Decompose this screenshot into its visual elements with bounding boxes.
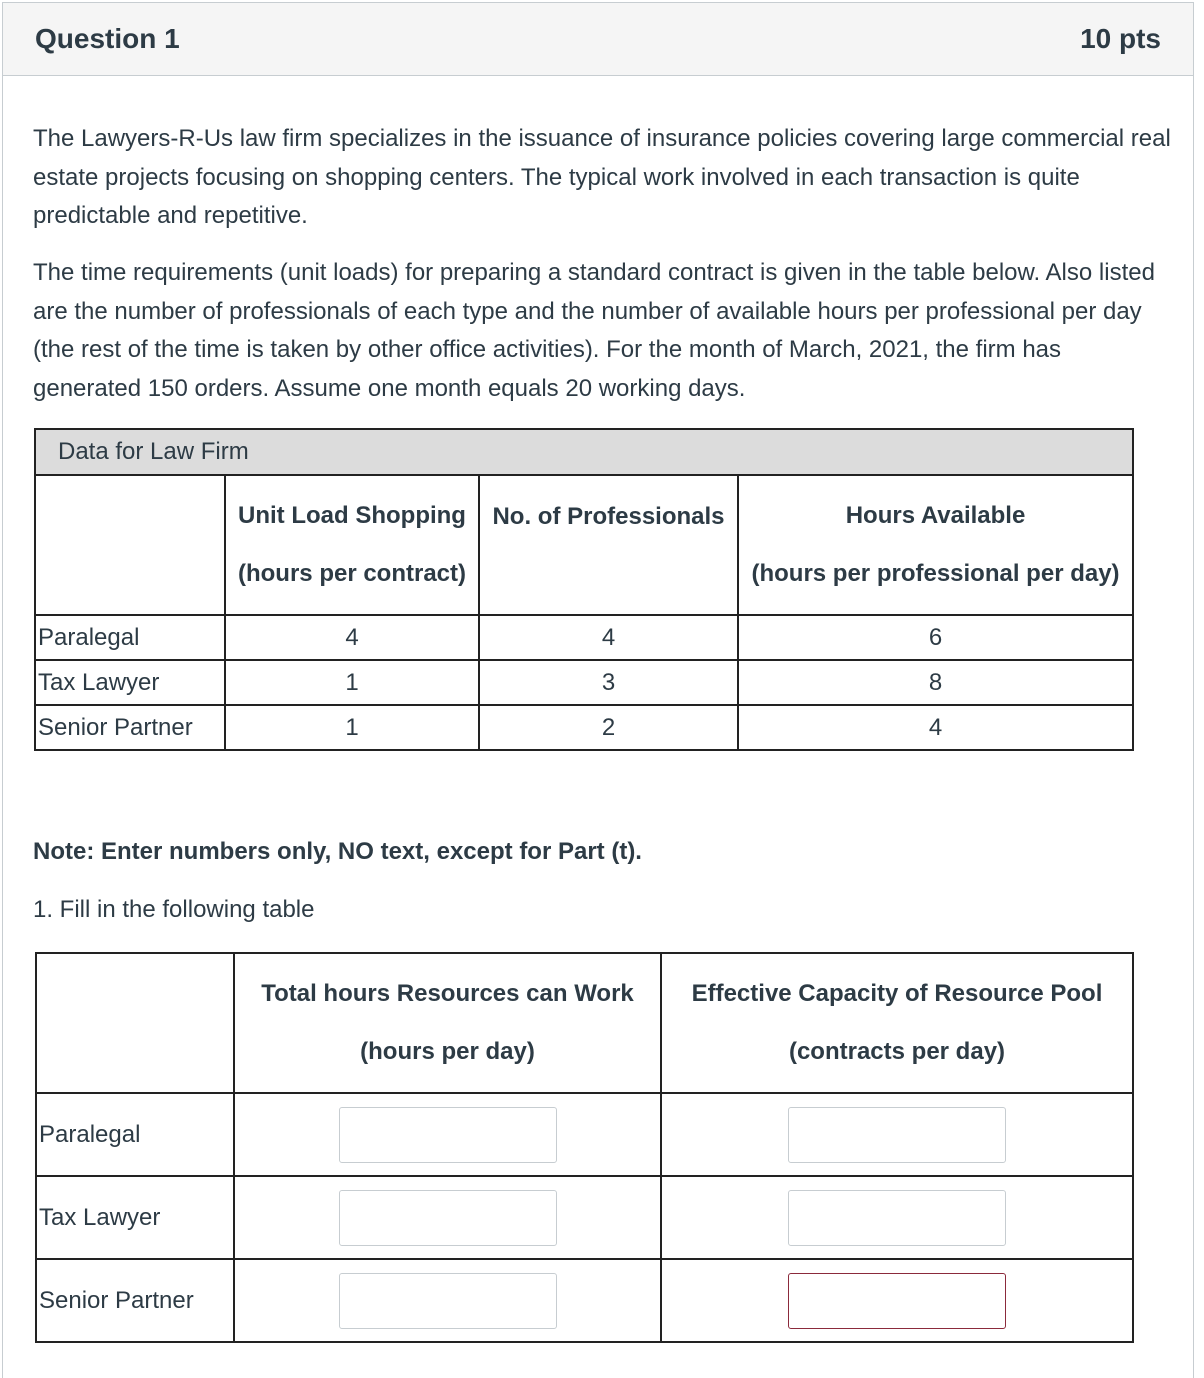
row-label: Senior Partner xyxy=(35,705,225,750)
unit-load-cell: 1 xyxy=(225,660,479,705)
answer-table xyxy=(35,952,1134,1343)
law-firm-data-table xyxy=(34,428,1134,751)
table-row xyxy=(35,615,1133,660)
table-row xyxy=(36,1176,1133,1259)
corner-cell xyxy=(36,953,234,1093)
question-header xyxy=(3,3,1193,76)
question-title: Question 1 xyxy=(35,23,180,54)
unit-load-cell: 4 xyxy=(225,615,479,660)
paralegal-total-hours-input[interactable] xyxy=(339,1107,557,1163)
professionals-cell: 3 xyxy=(479,660,738,705)
corner-cell xyxy=(35,475,225,615)
hours-cell: 4 xyxy=(738,705,1133,750)
senior-partner-capacity-input[interactable] xyxy=(788,1273,1006,1329)
instruction-text: 1. Fill in the following table xyxy=(33,896,315,923)
question-points: 10 pts xyxy=(1080,23,1161,54)
paralegal-capacity-input[interactable] xyxy=(788,1107,1006,1163)
tax-lawyer-total-hours-input[interactable] xyxy=(339,1190,557,1246)
professionals-cell: 2 xyxy=(479,705,738,750)
table-row xyxy=(35,660,1133,705)
senior-partner-total-hours-input[interactable] xyxy=(339,1273,557,1329)
hours-cell: 6 xyxy=(738,615,1133,660)
column-header-professionals: No. of Professionals xyxy=(479,475,738,615)
row-label: Tax Lawyer xyxy=(35,660,225,705)
note-text: Note: Enter numbers only, NO text, except for Part (t). xyxy=(33,838,642,865)
row-label: Tax Lawyer xyxy=(36,1176,234,1259)
unit-load-cell: 1 xyxy=(225,705,479,750)
professionals-cell: 4 xyxy=(479,615,738,660)
table-row xyxy=(36,1259,1133,1342)
column-header-hours-available: Hours Available (hours per professional per day) xyxy=(738,475,1133,615)
column-header-unit-load: Unit Load Shopping (hours per contract) xyxy=(225,475,479,615)
table-row xyxy=(36,1093,1133,1176)
table-caption: Data for Law Firm xyxy=(35,429,1133,475)
column-header-total-hours: Total hours Resources can Work (hours per day) xyxy=(234,953,661,1093)
intro-paragraph: The Lawyers-R-Us law firm specializes in the issuance of insurance policies covering large commercial real estate projects focusing on shopping centers. The typical work involved in each transaction is quite predictable and repetitive. xyxy=(33,125,1171,229)
table-row xyxy=(35,705,1133,750)
tax-lawyer-capacity-input[interactable] xyxy=(788,1190,1006,1246)
hours-cell: 8 xyxy=(738,660,1133,705)
row-label: Senior Partner xyxy=(36,1259,234,1342)
column-header-effective-capacity: Effective Capacity of Resource Pool (contracts per day) xyxy=(661,953,1133,1093)
row-label: Paralegal xyxy=(36,1093,234,1176)
row-label: Paralegal xyxy=(35,615,225,660)
requirements-paragraph: The time requirements (unit loads) for preparing a standard contract is given in the table below. Also listed are the number of professionals of each type and the number of available hours per professional per day (the rest of the time is taken by other office activities). For the month of March, 2021, the firm has generated 150 orders. Assume one month equals 20 working days. xyxy=(33,259,1155,402)
